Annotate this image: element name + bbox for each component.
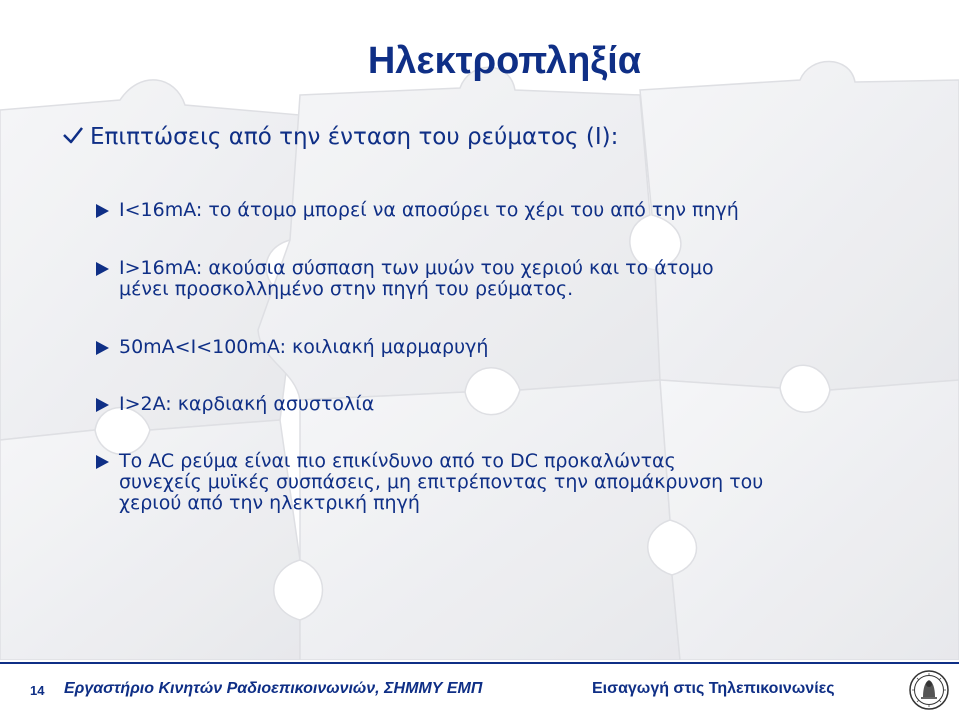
footer-course-name: Εισαγωγή στις Τηλεπικοινωνίες <box>592 680 835 697</box>
footer <box>0 664 959 713</box>
bullet-item-2 <box>96 258 936 300</box>
bullet-text: I>2A: καρδιακή ασυστολία <box>119 393 375 415</box>
bullet-text: I<16mA: το άτομο μπορεί να αποσύρει το χέρι του από την πηγή <box>119 199 739 221</box>
footer-lab-name: Εργαστήριο Κινητών Ραδιοεπικοινωνιών, ΣΗΜΜΥ ΕΜΠ <box>64 680 483 697</box>
bullet-item-5 <box>96 451 936 514</box>
arrow-check-icon <box>62 125 84 145</box>
university-seal-icon <box>909 670 949 710</box>
play-triangle-icon <box>96 398 109 412</box>
subheading <box>62 124 618 150</box>
bullet-item-4 <box>96 394 936 415</box>
play-triangle-icon <box>96 455 109 469</box>
play-triangle-icon <box>96 204 109 218</box>
bullet-text: 50mA<I<100mA: κοιλιακή μαρμαρυγή <box>119 336 489 358</box>
play-triangle-icon <box>96 262 109 276</box>
slide-title: Ηλεκτροπληξία <box>367 40 642 82</box>
play-triangle-icon <box>96 341 109 355</box>
bullet-text-continuation: χεριού από την ηλεκτρική πηγή <box>119 492 420 514</box>
bullet-text: Το AC ρεύμα είναι πιο επικίνδυνο από το DC προκαλώντας <box>119 450 676 472</box>
bullet-text: I>16mA: ακούσια σύσπαση των μυών του χεριού και το άτομο <box>119 257 714 279</box>
bullet-item-1 <box>96 200 936 221</box>
bullet-text-continuation: μένει προσκολλημένο στην πηγή του ρεύματος. <box>119 278 574 300</box>
bullet-item-3 <box>96 337 936 358</box>
subheading-text: Επιπτώσεις από την ένταση του ρεύματος (I): <box>90 124 619 150</box>
bullet-text-continuation: συνεχείς μυϊκές συσπάσεις, μη επιτρέποντας την απομάκρυνση του <box>119 471 764 493</box>
page-number: 14 <box>30 683 45 698</box>
